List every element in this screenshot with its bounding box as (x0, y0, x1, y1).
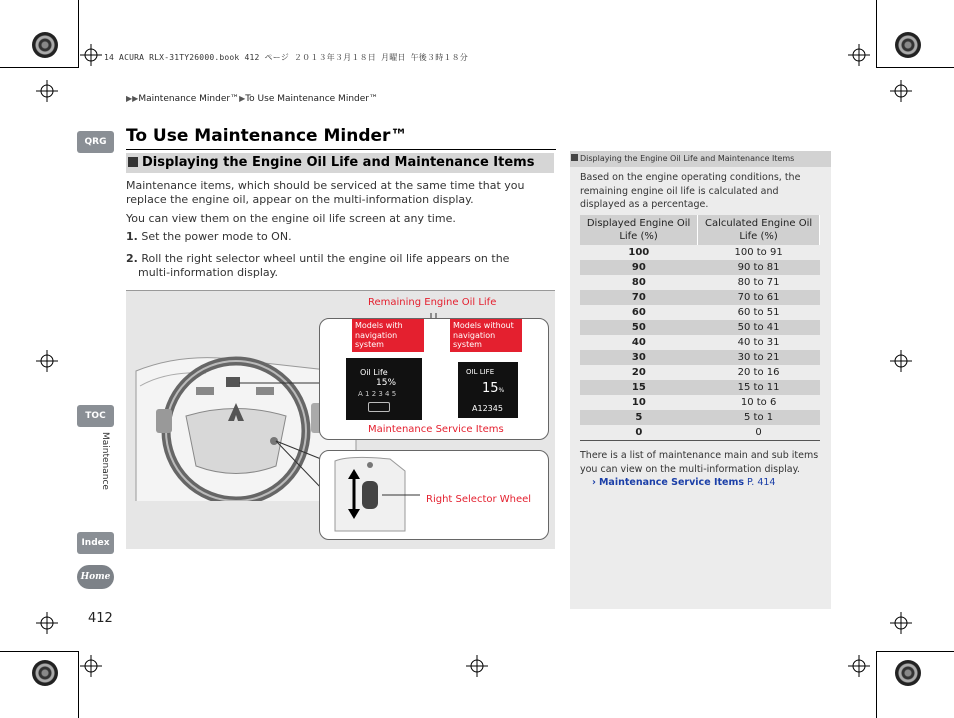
step-1 (126, 230, 556, 244)
table-cell-displayed: 50 (580, 320, 698, 335)
table-cell-calculated: 20 to 16 (737, 367, 780, 378)
breadcrumb-arrow-icon: ▶ (239, 94, 246, 103)
oil-life-screen-no-navigation (458, 362, 518, 418)
table-cell-calculated: 5 to 1 (698, 410, 820, 425)
table-cell-displayed: 30 (580, 350, 698, 365)
table-row (580, 305, 820, 320)
section-square-icon (128, 157, 138, 167)
without-navigation-label: Models without navigation system (450, 319, 522, 352)
table-row (580, 335, 820, 350)
crop-mark (876, 651, 877, 718)
table-cell-calculated: 40 to 31 (737, 337, 780, 348)
right-selector-wheel-callout: Right Selector Wheel (426, 494, 532, 505)
page-number: 412 (88, 611, 113, 626)
table-cell-calculated: 60 to 51 (737, 307, 780, 318)
table-cell-calculated: 70 to 61 (698, 290, 820, 305)
view-paragraph: You can view them on the engine oil life screen at any time. (126, 212, 456, 225)
table-cell-displayed: 5 (580, 410, 698, 425)
book-header: 14 ACURA RLX-31TY26000.book 412 ページ ２０１３年３月１８日 月曜日 午後３時１８分 (104, 53, 469, 62)
registration-target-icon (890, 80, 912, 102)
table-body (580, 245, 820, 440)
registration-target-icon (36, 612, 58, 634)
home-button[interactable]: Home (77, 565, 114, 589)
sidebar-text-1: Based on the engine operating conditions, the remaining engine oil life is calculated and displayed as a percentage. (580, 172, 801, 210)
table-cell-displayed: 20 (631, 367, 646, 378)
table-row (580, 350, 820, 365)
table-row (580, 380, 820, 395)
breadcrumb-link-maintenance-minder[interactable]: Maintenance Minder™ (138, 94, 240, 104)
table-row (580, 320, 820, 335)
table-cell-calculated: 15 to 11 (698, 380, 820, 395)
dashboard-illustration (126, 290, 555, 548)
section-heading-text: Displaying the Engine Oil Life and Maintenance Items (142, 155, 535, 170)
table-row (580, 260, 820, 275)
crop-mark (876, 0, 877, 68)
table-cell-displayed: 80 (631, 277, 646, 288)
crop-mark (78, 651, 79, 718)
intro-paragraph: Maintenance items, which should be serviced at the same time that you replace the engine oil, appear on the multi-information display. (126, 179, 525, 206)
registration-target-icon (848, 44, 870, 66)
step-text: Roll the right selector wheel until the engine oil life appears on the multi-information display. (138, 252, 510, 279)
table-cell-calculated: 10 to 6 (740, 397, 777, 408)
sidebar-heading (570, 151, 831, 167)
table-row (580, 275, 820, 290)
title-divider (126, 149, 556, 150)
sidebar-heading-text: Displaying the Engine Oil Life and Maintenance Items (580, 154, 795, 163)
step-text: Set the power mode to ON. (141, 230, 292, 243)
step-number: 2. (126, 252, 138, 265)
table-row (580, 410, 820, 425)
table-row (580, 425, 820, 440)
remaining-oil-life-callout: Remaining Engine Oil Life (368, 297, 497, 308)
chapter-label: Maintenance (100, 432, 110, 490)
table-header-row (580, 215, 820, 245)
sidebar-link-line (592, 476, 837, 490)
screen-service-codes: A 1 2 3 4 5 (358, 390, 397, 398)
screen-oil-value: 15% (376, 378, 397, 388)
registration-target-icon (36, 350, 58, 372)
table-cell-displayed: 40 (631, 337, 646, 348)
screen-service-codes: A12345 (472, 404, 503, 413)
table-cell-displayed: 0 (580, 425, 698, 440)
registration-gear-icon (32, 660, 58, 686)
sidebar-text-2: There is a list of maintenance main and sub items you can view on the multi-information display. (580, 450, 819, 475)
registration-target-icon (80, 655, 102, 677)
oil-life-screen-navigation (346, 358, 422, 420)
breadcrumb-arrow-icon: ▶▶ (126, 94, 139, 103)
table-row (580, 245, 820, 260)
table-cell-calculated: 90 to 81 (698, 260, 820, 275)
maintenance-service-items-link[interactable]: Maintenance Service Items (598, 477, 745, 488)
registration-target-icon (466, 655, 488, 677)
registration-target-icon (80, 44, 102, 66)
screen-oil-unit: % (498, 387, 505, 394)
table-cell-calculated: 100 to 91 (734, 247, 783, 258)
step-number: 1. (126, 230, 138, 243)
crop-mark (0, 67, 78, 68)
registration-target-icon (890, 612, 912, 634)
screen-title: OIL LIFE (466, 368, 495, 376)
screen-oil-reading (482, 381, 504, 396)
breadcrumb-current: To Use Maintenance Minder™ (245, 94, 378, 104)
table-cell-displayed: 70 (580, 290, 698, 305)
link-arrow-icon: › (592, 477, 596, 488)
registration-gear-icon (32, 32, 58, 58)
table-header-displayed: Displayed Engine Oil Life (%) (580, 215, 698, 245)
table-cell-calculated: 30 to 21 (698, 350, 820, 365)
table-row (580, 395, 820, 410)
table-row (580, 290, 820, 305)
table-cell-calculated: 50 to 41 (698, 320, 820, 335)
table-cell-displayed: 10 (631, 397, 646, 408)
maintenance-service-items-callout: Maintenance Service Items (368, 424, 504, 435)
registration-target-icon (36, 80, 58, 102)
table-cell-calculated: 0 (698, 425, 820, 440)
crop-mark (0, 651, 78, 652)
sidebar-square-icon (571, 154, 578, 161)
table-row (580, 365, 820, 380)
crop-mark (876, 67, 954, 68)
page-title: To Use Maintenance Minder™ (126, 126, 408, 146)
step-2 (126, 252, 526, 279)
screen-oil-value: 15 (482, 381, 499, 396)
table-cell-calculated: 80 to 71 (737, 277, 780, 288)
oil-life-table (580, 215, 820, 441)
table-cell-displayed: 90 (580, 260, 698, 275)
table-cell-displayed: 15 (580, 380, 698, 395)
registration-target-icon (848, 655, 870, 677)
registration-gear-icon (895, 660, 921, 686)
section-heading (126, 153, 554, 173)
link-page-number[interactable]: P. 414 (747, 477, 776, 488)
breadcrumb (126, 94, 378, 104)
screen-title: Oil Life (360, 368, 388, 377)
table-cell-displayed: 60 (631, 307, 646, 318)
registration-gear-icon (895, 32, 921, 58)
index-button[interactable]: Index (77, 532, 114, 554)
toc-button[interactable]: TOC (77, 405, 114, 427)
registration-target-icon (890, 350, 912, 372)
qrg-button[interactable]: QRG (77, 131, 114, 153)
crop-mark (78, 0, 79, 68)
oil-can-icon (368, 402, 390, 412)
with-navigation-label: Models with navigation system (352, 319, 424, 352)
table-cell-displayed: 100 (628, 247, 650, 258)
crop-mark (876, 651, 954, 652)
table-header-calculated: Calculated Engine Oil Life (%) (698, 215, 820, 245)
